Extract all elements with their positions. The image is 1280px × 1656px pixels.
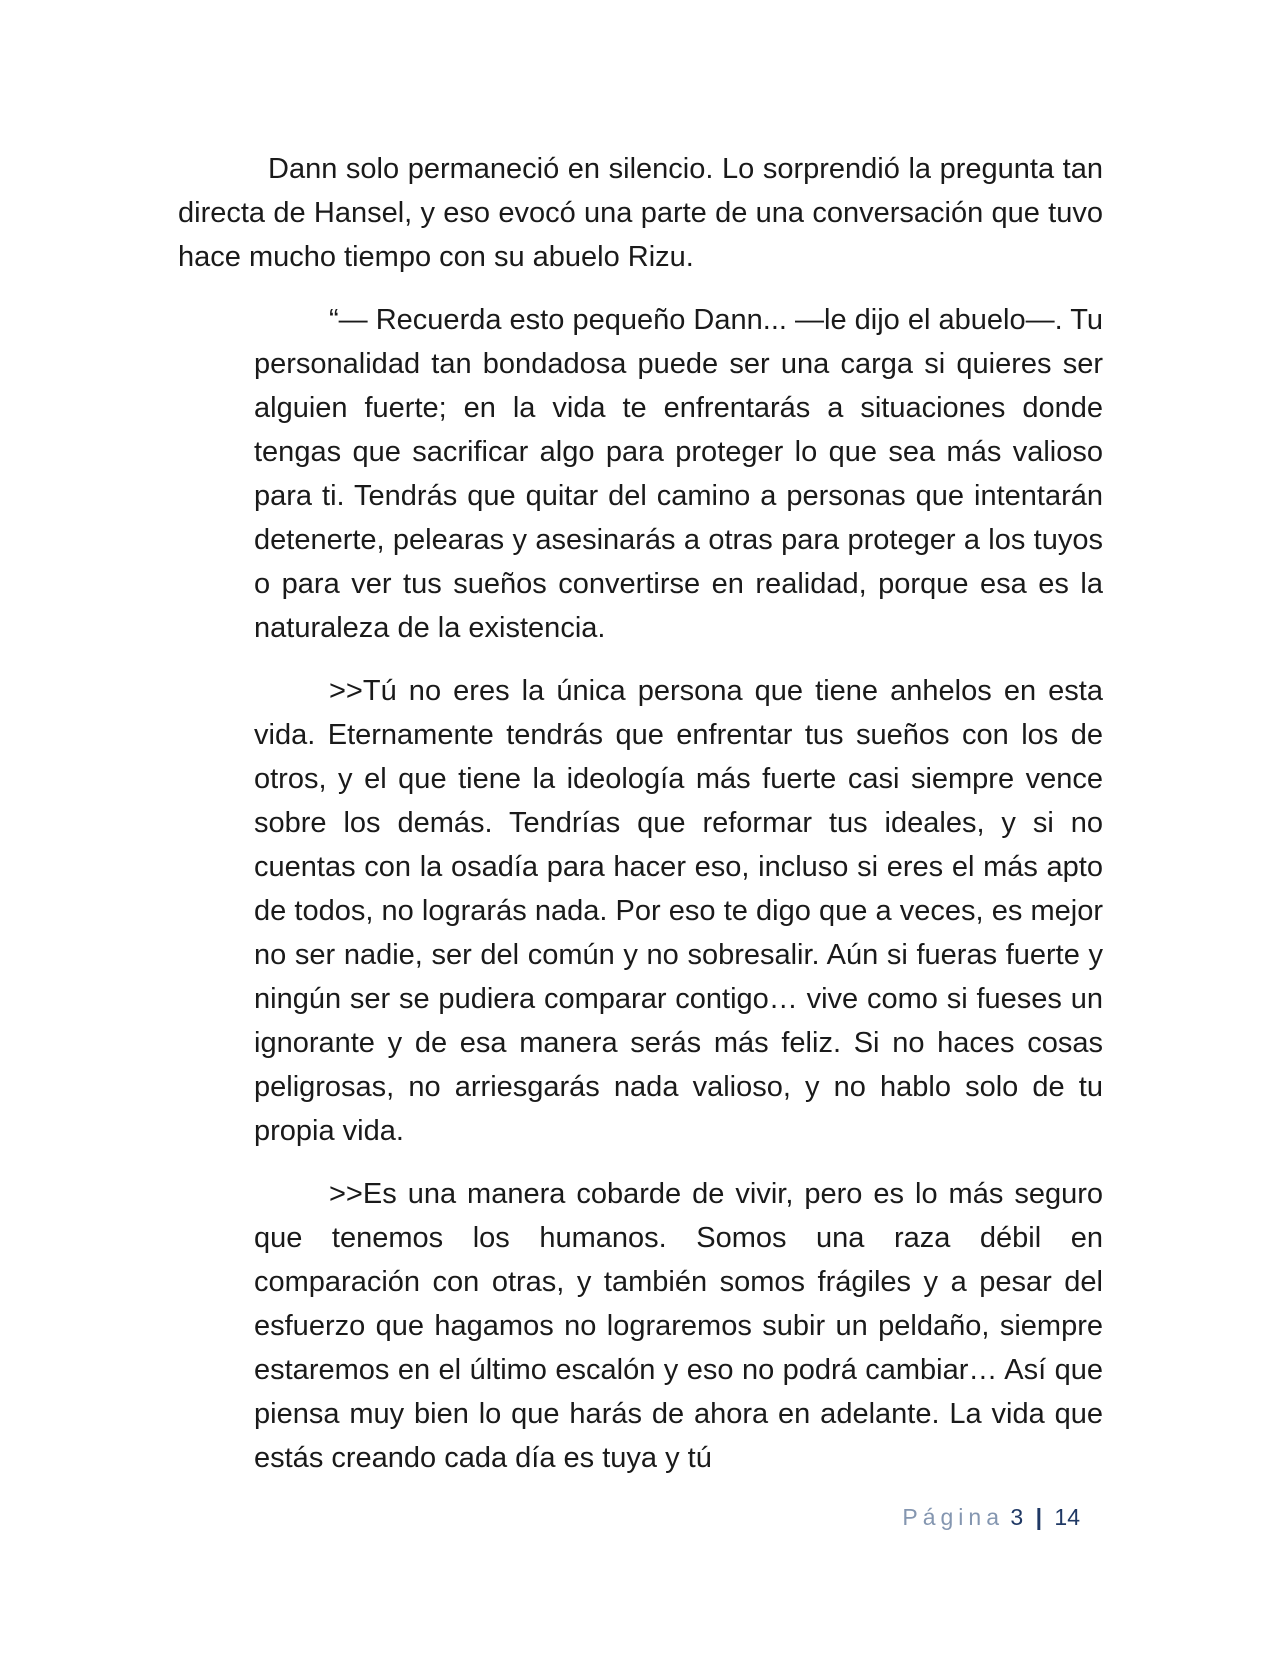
current-page-number: 3	[1010, 1504, 1024, 1530]
page-separator: |	[1035, 1504, 1043, 1530]
paragraph-quote-1: “— Recuerda esto pequeño Dann... —le dijo el abuelo—. Tu personalidad tan bondadosa puede ser una carga si quieres ser alguien fuerte; en la vida te enfrentarás a situaciones donde tengas que sacrificar algo para proteger lo que sea más valioso para ti. Tendrás que quitar del camino a personas que intentarán detenerte, pelearas y asesinarás a otras para proteger a los tuyos o para ver tus sueños convertirse en realidad, porque esa es la naturaleza de la existencia.	[254, 304, 1103, 644]
page-footer	[900, 1502, 1080, 1532]
paragraph-quote-3: >>Es una manera cobarde de vivir, pero es lo más seguro que tenemos los humanos. Somos una raza débil en comparación con otras, y también somos frágiles y a pesar del esfuerzo que hagamos no lograremos subir un peldaño, siempre estaremos en el último escalón y eso no podrá cambiar… Así que piensa muy bien lo que harás de ahora en adelante. La vida que estás creando cada día es tuya y tú	[254, 1178, 1103, 1474]
page-label: Página	[902, 1504, 1004, 1530]
paragraph-narration: Dann solo permaneció en silencio. Lo sorprendió la pregunta tan directa de Hansel, y eso evocó una parte de una conversación que tuvo hace mucho tiempo con su abuelo Rizu.	[178, 153, 1103, 273]
total-pages-number: 14	[1054, 1504, 1080, 1530]
paragraph-quote-2: >>Tú no eres la única persona que tiene anhelos en esta vida. Eternamente tendrás que enfrentar tus sueños con los de otros, y el que tiene la ideología más fuerte casi siempre vence sobre los demás. Tendrías que reformar tus ideales, y si no cuentas con la osadía para hacer eso, incluso si eres el más apto de todos, no lograrás nada. Por eso te digo que a veces, es mejor no ser nadie, ser del común y no sobresalir. Aún si fueras fuerte y ningún ser se pudiera comparar contigo… vive como si fueses un ignorante y de esa manera serás más feliz. Si no haces cosas peligrosas, no arriesgarás nada valioso, y no hablo solo de tu propia vida.	[254, 675, 1103, 1147]
